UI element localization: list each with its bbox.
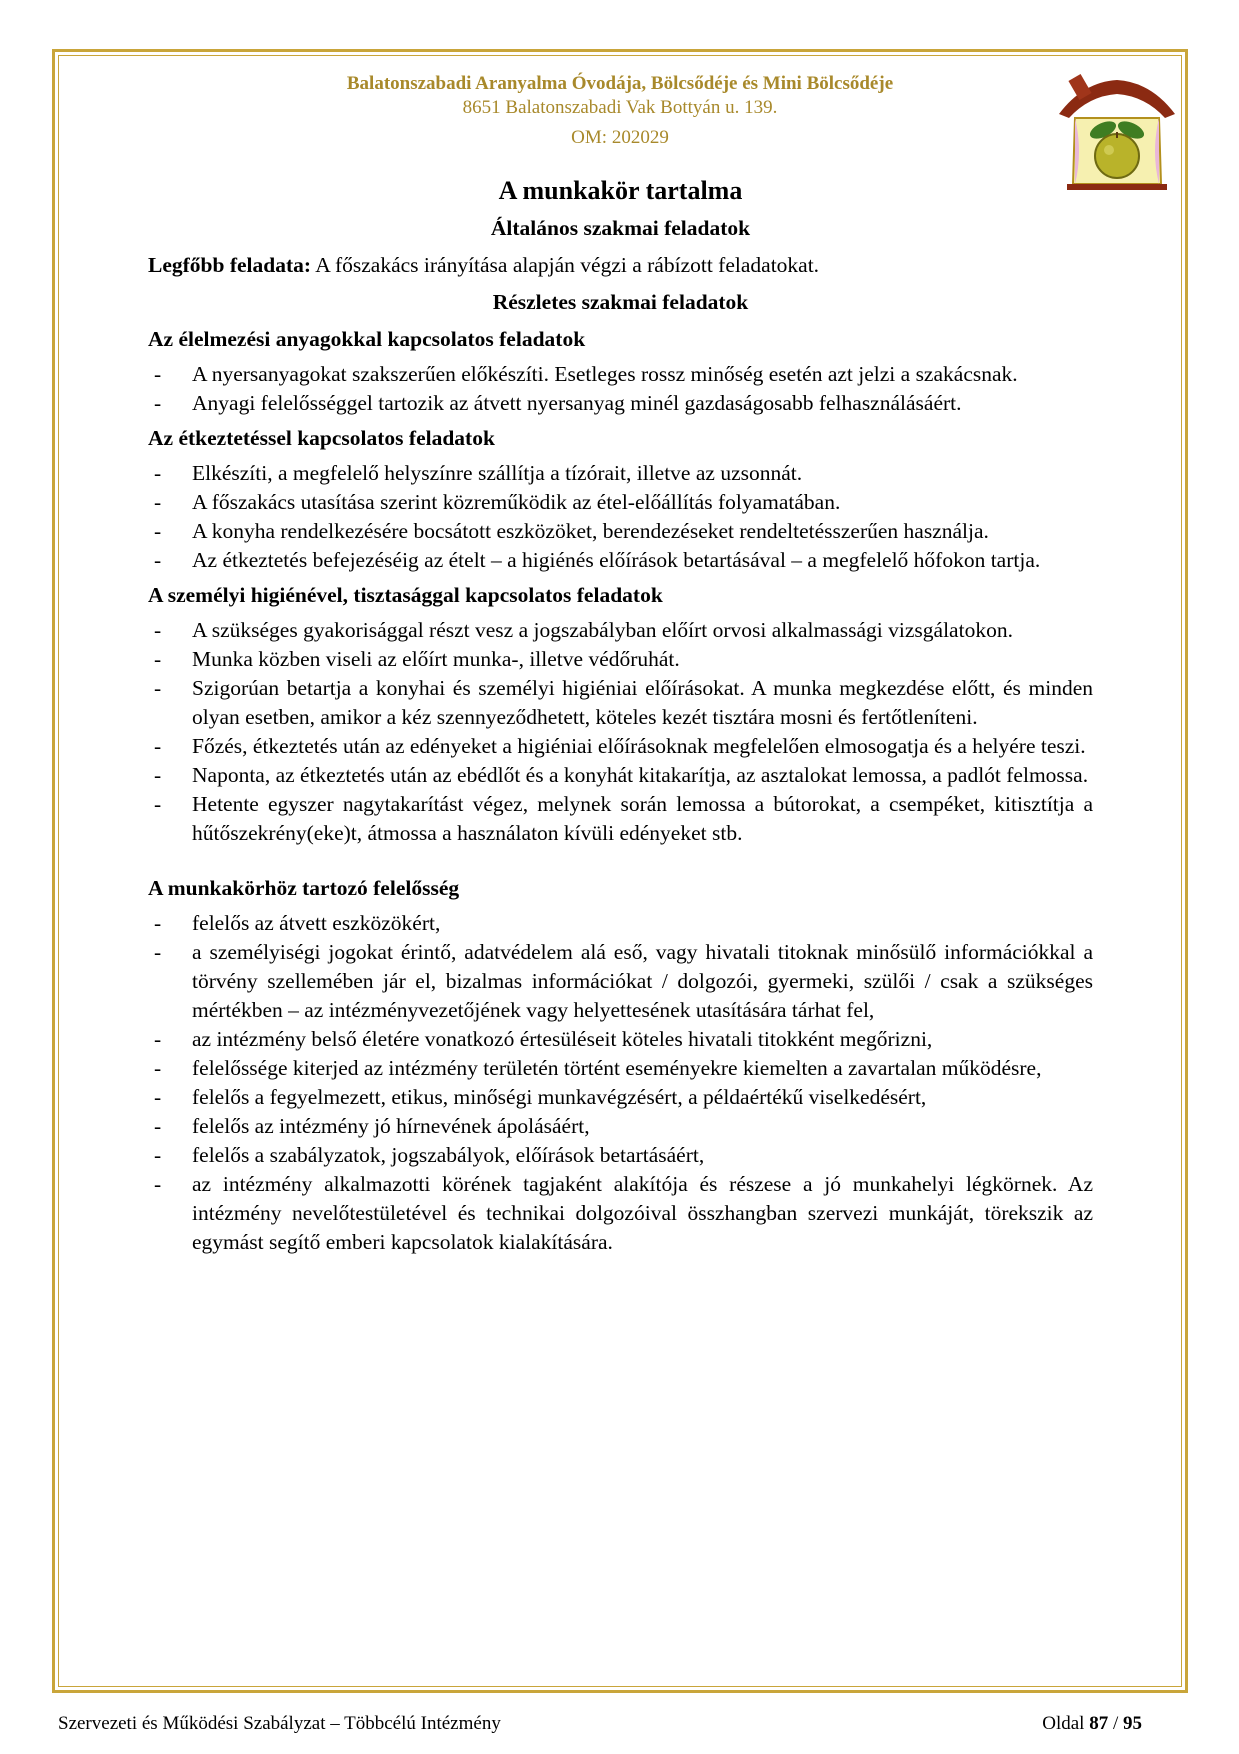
letterhead xyxy=(260,72,980,150)
list-item: - A nyersanyagokat szakszerűen előkészíti. Esetleges rossz minőség esetén azt jelzi a szakácsnak. xyxy=(148,360,1093,389)
section-heading: A munkakörhöz tartozó felelősség xyxy=(148,876,460,900)
page-current: 87 xyxy=(1089,1713,1109,1734)
list-item: - az intézmény alkalmazotti körének tagjaként alakítója és részese a jó munkahelyi légkörnek. Az intézmény nevelőtestületével és technikai dolgozóival összhangban szervezi munkáját, törekszik az egymást segítő emberi kapcsolatok kialakítására. xyxy=(148,1170,1093,1257)
task-list xyxy=(148,459,1093,575)
document-body xyxy=(148,170,1093,1263)
main-task-label: Legfőbb feladata: xyxy=(148,253,312,277)
section-heading: Az élelmezési anyagokkal kapcsolatos feladatok xyxy=(148,327,586,351)
list-item: - a személyiségi jogokat érintő, adatvédelem alá eső, vagy hivatali titoknak minősülő információkkal a törvény szellemében jár el, bizalmas információkat / dolgozói, gyermeki, szülői / csak a szükséges mértékben – az intézményvezetőjének vagy helyettesének utasítására tárhat fel, xyxy=(148,938,1093,1025)
page-total: 95 xyxy=(1123,1713,1142,1734)
institution-address: 8651 Balatonszabadi Vak Bottyán u. 139. xyxy=(462,97,778,118)
list-item: - Szigorúan betartja a konyhai és személyi higiéniai előírásokat. A munka megkezdése előtt, és minden olyan esetben, amikor a kéz szennyeződhetett, köteles kezét tisztára mosni és fertőtleníteni. xyxy=(148,674,1093,732)
main-task-text: A főszakács irányítása alapján végzi a rábízott feladatokat. xyxy=(311,253,820,277)
list-item: - felelős a szabályzatok, jogszabályok, előírások betartásáért, xyxy=(148,1141,1093,1170)
list-item: - A főszakács utasítása szerint közreműködik az étel-előállítás folyamatában. xyxy=(148,488,1093,517)
section-heading: Az étkeztetéssel kapcsolatos feladatok xyxy=(148,426,495,450)
list-item: - Anyagi felelősséggel tartozik az átvett nyersanyag minél gazdaságosabb felhasználásáért. xyxy=(148,389,1093,418)
responsibility-list xyxy=(148,909,1093,1257)
list-item: - felelős a fegyelmezett, etikus, minőségi munkavégzésért, a példaértékű viselkedésért, xyxy=(148,1083,1093,1112)
list-item: - A szükséges gyakorisággal részt vesz a jogszabályban előírt orvosi alkalmassági vizsgálatokon. xyxy=(148,616,1093,645)
list-item: - felelős az átvett eszközökért, xyxy=(148,909,1093,938)
list-item: - Hetente egyszer nagytakarítást végez, melynek során lemossa a bútorokat, a csempéket, kitisztítja a hűtőszekrény(eke)t, átmossa a használaton kívüli edényeket stb. xyxy=(148,790,1093,848)
list-item: - Munka közben viseli az előírt munka-, illetve védőruhát. xyxy=(148,645,1093,674)
page-separator: / xyxy=(1108,1713,1123,1734)
page-label: Oldal xyxy=(1042,1713,1090,1734)
list-item: - felelőssége kiterjed az intézmény területén történt eseményekre kiemelten a zavartalan működésre, xyxy=(148,1054,1093,1083)
institution-name: Balatonszabadi Aranyalma Óvodája, Bölcsődéje és Mini Bölcsődéje xyxy=(346,73,894,94)
page-number xyxy=(1042,1712,1142,1736)
main-task-paragraph xyxy=(148,251,1093,280)
list-item: - felelős az intézmény jó hírnevének ápolásáért, xyxy=(148,1112,1093,1141)
institution-om: OM: 202029 xyxy=(571,127,669,148)
detailed-tasks-heading: Részletes szakmai feladatok xyxy=(492,290,749,314)
footer-document-title: Szervezeti és Működési Szabályzat – Többcélú Intézmény xyxy=(58,1713,501,1734)
list-item: - Elkészíti, a megfelelő helyszínre szállítja a tízórait, illetve az uzsonnát. xyxy=(148,459,1093,488)
page-title: A munkakör tartalma xyxy=(498,176,743,205)
list-item: - Főzés, étkeztetés után az edényeket a higiéniai előírásoknak megfelelően elmosogatja és a helyére teszi. xyxy=(148,732,1093,761)
list-item: - A konyha rendelkezésére bocsátott eszközöket, berendezéseket rendeltetésszerűen használja. xyxy=(148,517,1093,546)
task-list xyxy=(148,616,1093,848)
list-item: - az intézmény belső életére vonatkozó értesüléseit köteles hivatali titokként megőrizni, xyxy=(148,1025,1093,1054)
list-item: - Naponta, az étkeztetés után az ebédlőt és a konyhát kitakarítja, az asztalokat lemossa, a padlót felmossa. xyxy=(148,761,1093,790)
task-list xyxy=(148,360,1093,418)
section-heading: A személyi higiénével, tisztasággal kapcsolatos feladatok xyxy=(148,583,663,607)
general-tasks-heading: Általános szakmai feladatok xyxy=(490,216,751,240)
list-item: - Az étkeztetés befejezéséig az ételt – a higiénés előírások betartásával – a megfelelő hőfokon tartja. xyxy=(148,546,1093,575)
